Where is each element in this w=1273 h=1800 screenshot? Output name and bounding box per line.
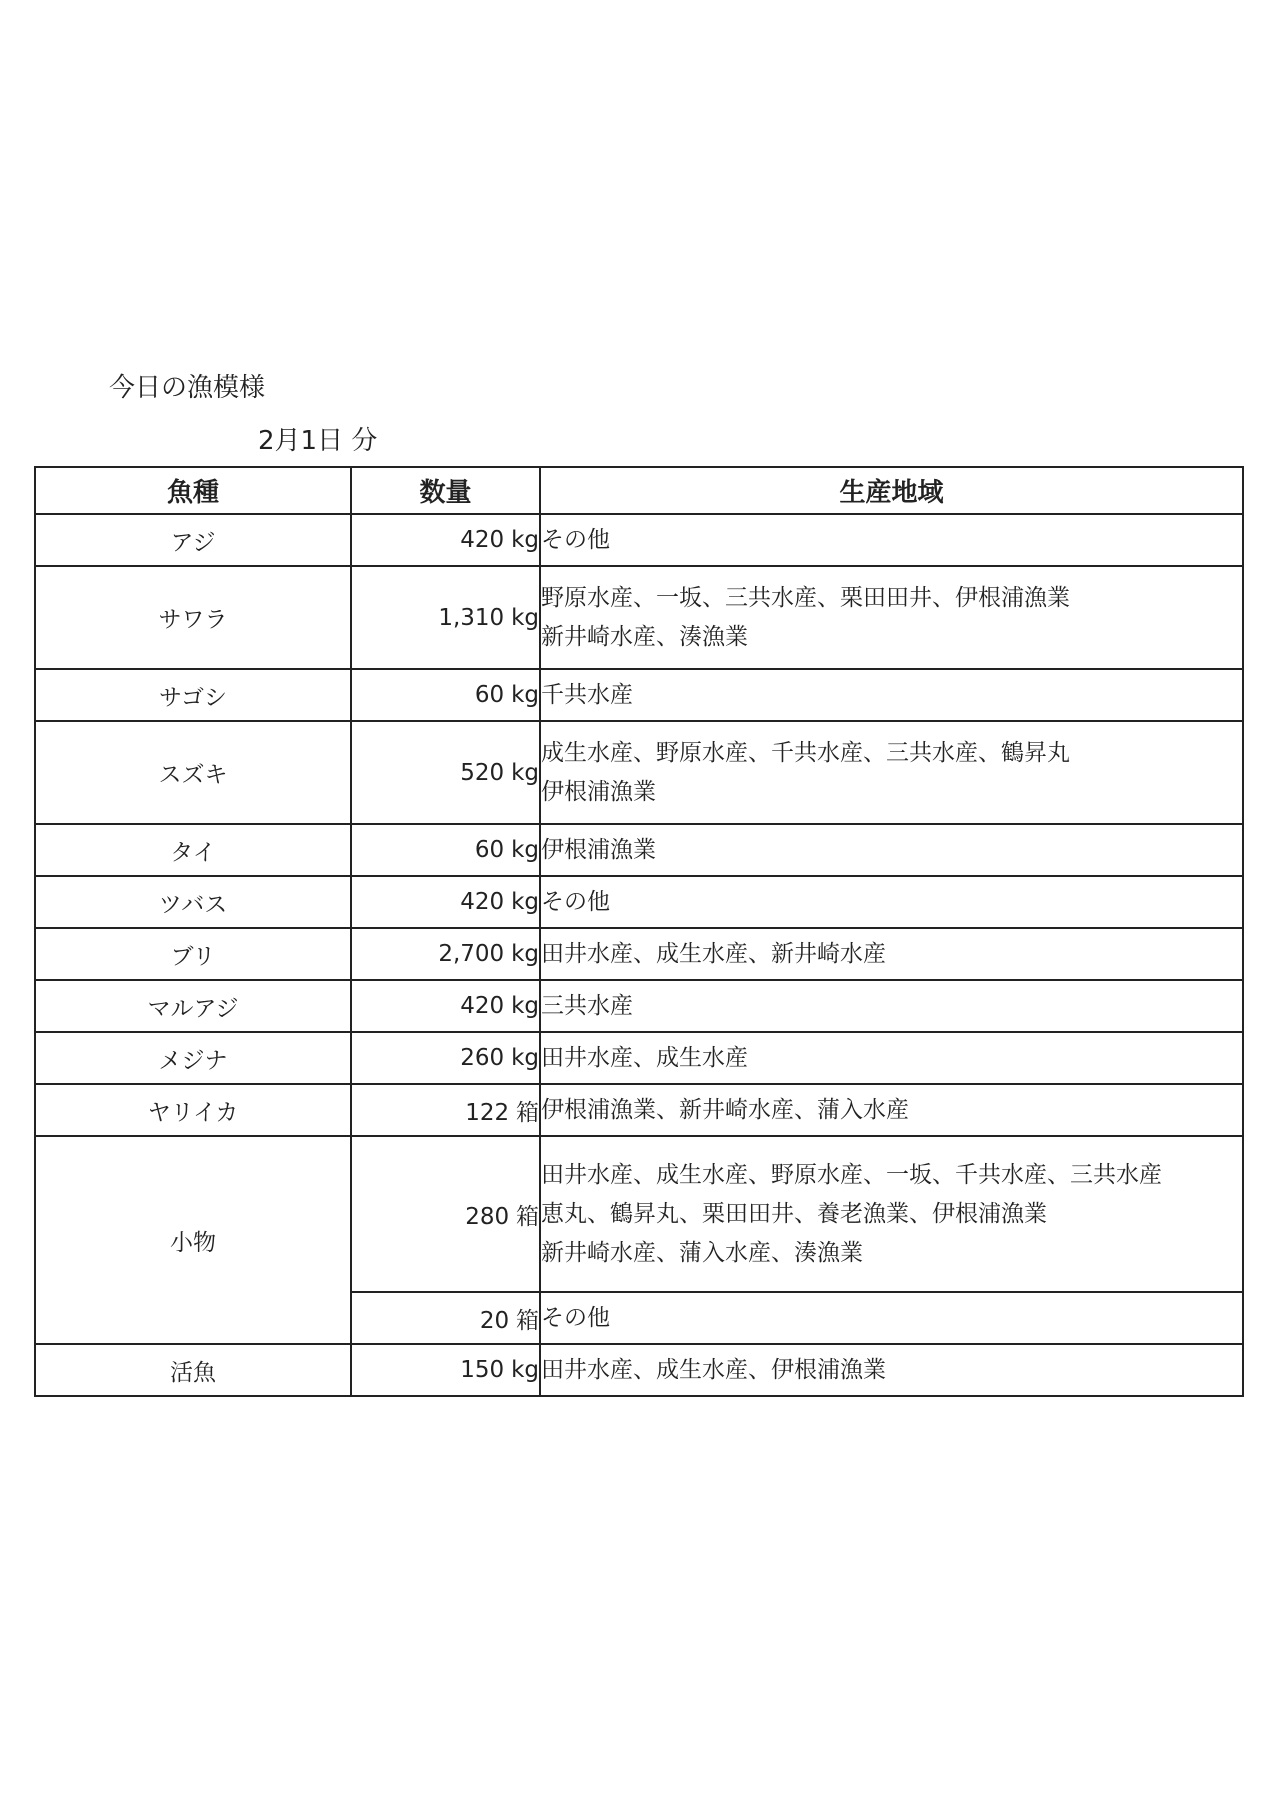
origin-cell [540, 721, 1243, 824]
quantity-cell [351, 980, 540, 1032]
quantity-value: 280 [465, 1203, 510, 1230]
species-cell: タイ [35, 824, 351, 876]
table-row [35, 721, 1243, 824]
origin-line: 田井水産、成生水産、伊根浦漁業 [541, 1356, 886, 1383]
catch-table [34, 466, 1244, 1397]
origin-line: その他 [541, 526, 610, 553]
origin-line: 田井水産、成生水産、野原水産、一坂、千共水産、三共水産 [541, 1161, 1162, 1188]
origin-line: 伊根浦漁業、新井崎水産、蒲入水産 [541, 1096, 909, 1123]
table-row [35, 876, 1243, 928]
quantity-unit: kg [511, 527, 539, 553]
quantity-value: 60 [474, 682, 505, 708]
table-row [35, 1032, 1243, 1084]
origin-line: 伊根浦漁業 [541, 836, 656, 863]
header-origin: 生産地域 [540, 467, 1243, 514]
page-title: 今日の漁模様 [109, 373, 266, 403]
quantity-cell [351, 1292, 540, 1344]
quantity-cell [351, 928, 540, 980]
origin-line: 野原水産、一坂、三共水産、栗田田井、伊根浦漁業 [541, 584, 1070, 611]
quantity-cell [351, 514, 540, 566]
species-cell: アジ [35, 514, 351, 566]
species-cell: サワラ [35, 566, 351, 669]
origin-cell [540, 514, 1243, 566]
origin-cell [540, 669, 1243, 721]
quantity-unit: kg [511, 941, 539, 967]
origin-line: 新井崎水産、湊漁業 [541, 623, 748, 650]
table-row [35, 514, 1243, 566]
origin-cell [540, 824, 1243, 876]
quantity-value: 2,700 [438, 941, 505, 967]
origin-line: 恵丸、鶴昇丸、栗田田井、養老漁業、伊根浦漁業 [541, 1200, 1047, 1227]
table-row [35, 566, 1243, 669]
origin-cell [540, 1292, 1243, 1344]
table-row [35, 1136, 1243, 1292]
quantity-unit: 箱 [516, 1307, 539, 1334]
species-cell: ヤリイカ [35, 1084, 351, 1136]
quantity-unit: kg [511, 682, 539, 708]
quantity-cell [351, 824, 540, 876]
origin-line: 新井崎水産、蒲入水産、湊漁業 [541, 1239, 863, 1266]
origin-cell [540, 876, 1243, 928]
header-species: 魚種 [35, 467, 351, 514]
origin-line: 田井水産、成生水産、新井崎水産 [541, 940, 886, 967]
quantity-cell [351, 721, 540, 824]
table-row [35, 980, 1243, 1032]
quantity-unit: kg [511, 759, 539, 786]
quantity-value: 520 [460, 759, 505, 786]
quantity-unit: kg [511, 993, 539, 1019]
species-cell: スズキ [35, 721, 351, 824]
origin-line: 成生水産、野原水産、千共水産、三共水産、鶴昇丸 [541, 739, 1070, 766]
table-row [35, 824, 1243, 876]
species-cell: 活魚 [35, 1344, 351, 1396]
quantity-value: 20 [479, 1307, 510, 1334]
origin-line: 三共水産 [541, 992, 633, 1019]
origin-cell [540, 928, 1243, 980]
quantity-value: 260 [460, 1045, 505, 1071]
origin-cell [540, 1136, 1243, 1292]
quantity-unit: 箱 [516, 1203, 539, 1230]
quantity-unit: kg [511, 1045, 539, 1071]
quantity-cell [351, 1344, 540, 1396]
origin-line: 田井水産、成生水産 [541, 1044, 748, 1071]
origin-cell [540, 1084, 1243, 1136]
quantity-cell [351, 669, 540, 721]
quantity-unit: 箱 [516, 1099, 539, 1126]
table-row [35, 669, 1243, 721]
quantity-cell [351, 1032, 540, 1084]
quantity-value: 420 [460, 527, 505, 553]
quantity-cell [351, 566, 540, 669]
quantity-value: 122 [465, 1099, 510, 1126]
species-cell: メジナ [35, 1032, 351, 1084]
header-quantity: 数量 [351, 467, 540, 514]
quantity-unit: kg [511, 1357, 539, 1383]
quantity-cell [351, 876, 540, 928]
quantity-value: 1,310 [438, 604, 505, 631]
table-row [35, 928, 1243, 980]
species-cell: ツバス [35, 876, 351, 928]
quantity-value: 150 [460, 1357, 505, 1383]
species-cell: 小物 [35, 1136, 351, 1344]
origin-line: その他 [541, 888, 610, 915]
origin-cell [540, 1344, 1243, 1396]
quantity-cell [351, 1136, 540, 1292]
report-date: 2月1日 分 [258, 426, 378, 456]
quantity-unit: kg [511, 889, 539, 915]
quantity-cell [351, 1084, 540, 1136]
quantity-unit: kg [511, 604, 539, 631]
table-row [35, 1344, 1243, 1396]
origin-line: 千共水産 [541, 681, 633, 708]
table-header-row [35, 467, 1243, 514]
origin-cell [540, 1032, 1243, 1084]
quantity-unit: kg [511, 837, 539, 863]
quantity-value: 60 [474, 837, 505, 863]
quantity-value: 420 [460, 993, 505, 1019]
origin-cell [540, 980, 1243, 1032]
species-cell: マルアジ [35, 980, 351, 1032]
quantity-value: 420 [460, 889, 505, 915]
species-cell: サゴシ [35, 669, 351, 721]
species-cell: ブリ [35, 928, 351, 980]
origin-line: 伊根浦漁業 [541, 778, 656, 805]
origin-line: その他 [541, 1304, 610, 1331]
table-row [35, 1084, 1243, 1136]
origin-cell [540, 566, 1243, 669]
